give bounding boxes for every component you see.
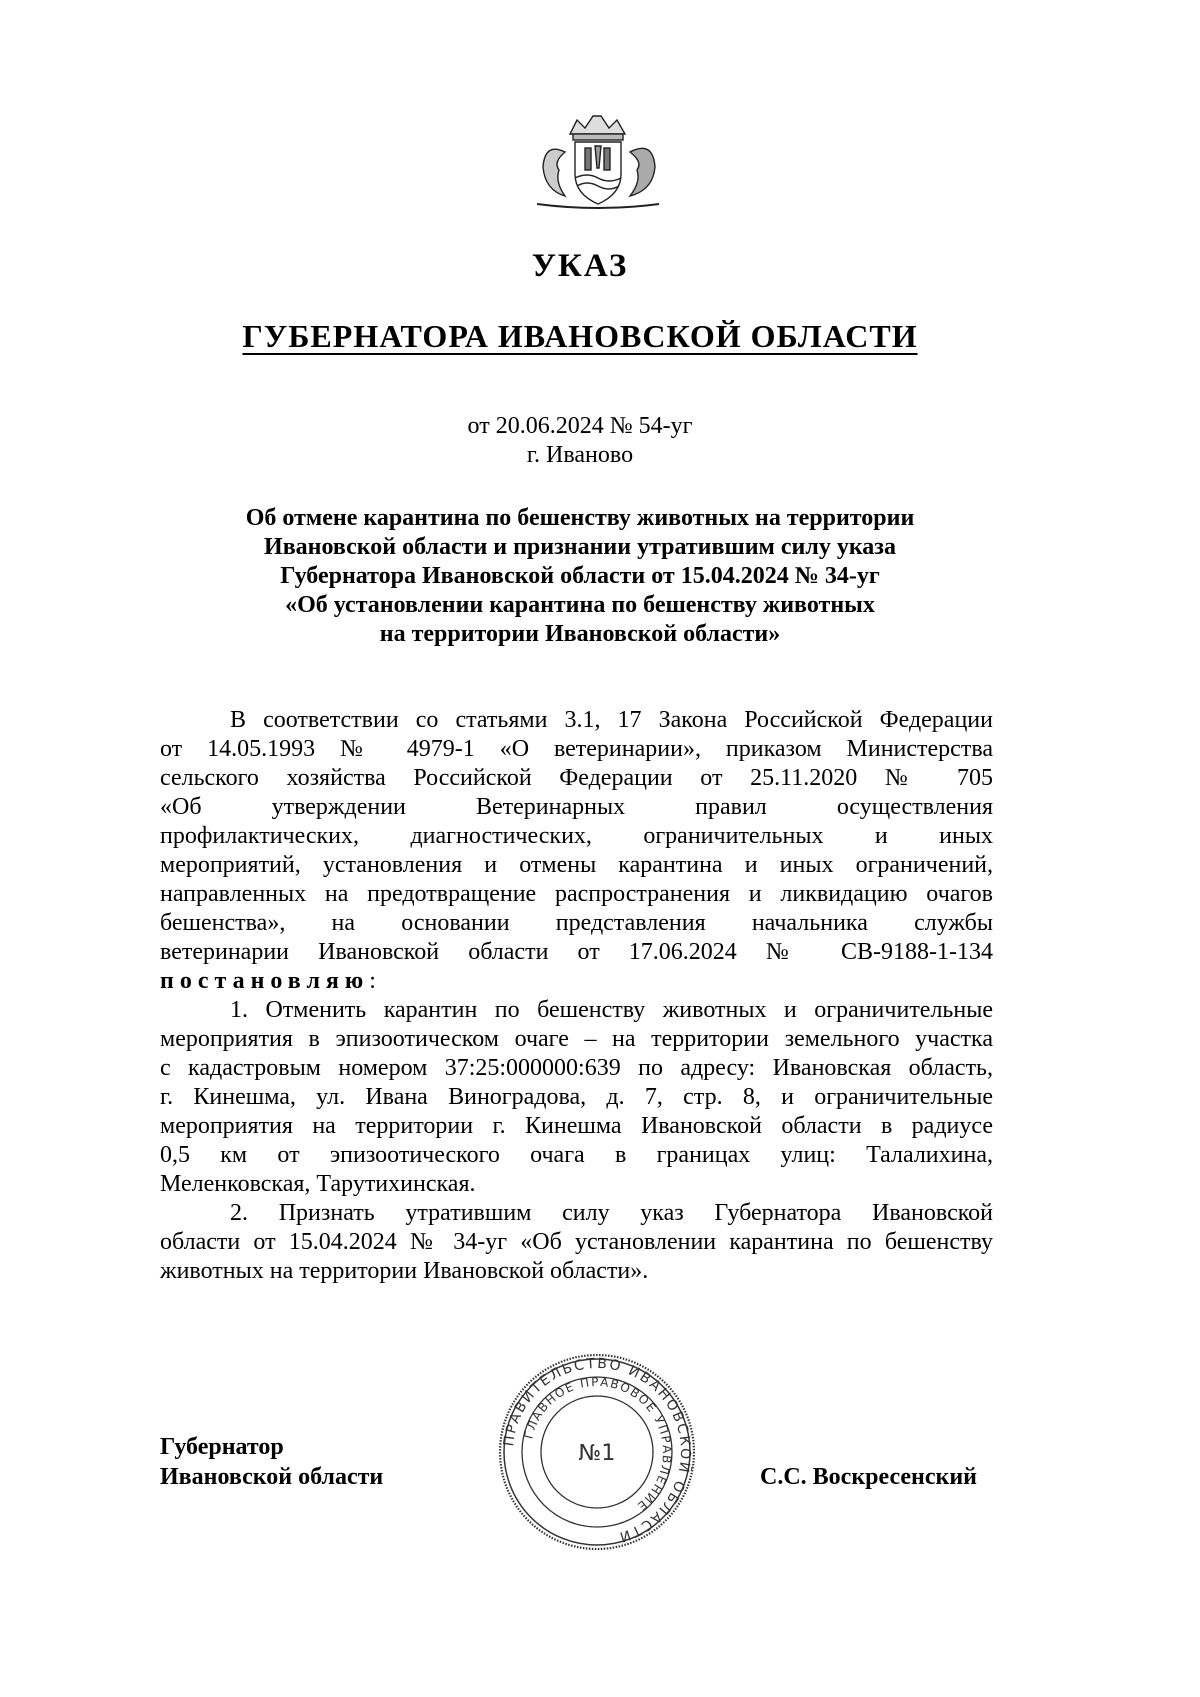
body-line: области от 15.04.2024 № 34-уг «Об установлении карантина по бешенству — [160, 1229, 993, 1255]
document-heading — [140, 504, 1020, 649]
stamp-outer-text: ПРАВИТЕЛЬСТВО ИВАНОВСКОЙ ОБЛАСТИ — [501, 1355, 694, 1546]
preamble-paragraph — [160, 706, 993, 996]
body-line: 0,5 км от эпизоотического очага в границах улиц: Талалихина, — [160, 1142, 993, 1168]
body-line: Меленковская, Тарутихинская. — [160, 1171, 476, 1197]
body-line: г. Кинешма, ул. Ивана Виноградова, д. 7, стр. 8, и ограничительные — [160, 1084, 993, 1110]
decree-colon: : — [369, 968, 376, 994]
body-line: направленных на предотвращение распространения и ликвидацию очагов — [160, 881, 993, 907]
document-date-number: от 20.06.2024 № 54-уг — [467, 413, 693, 439]
body-line: профилактических, диагностических, ограничительных и иных — [160, 823, 993, 849]
signatory-title-line: Ивановской области — [160, 1464, 384, 1490]
coat-of-arms-icon — [515, 112, 680, 212]
document-issuer: ГУБЕРНАТОРА ИВАНОВСКОЙ ОБЛАСТИ — [242, 318, 918, 354]
heading-line: Губернатора Ивановской области от 15.04.2024 № 34-уг — [280, 563, 880, 589]
heading-line: Об отмене карантина по бешенству животных на территории — [245, 505, 915, 531]
document-city: г. Иваново — [526, 442, 634, 468]
body-line: бешенства», на основании представления начальника службы — [160, 910, 993, 936]
document-body — [160, 706, 993, 1286]
body-line: с кадастровым номером 37:25:000000:639 по адресу: Ивановская область, — [160, 1055, 993, 1081]
body-line: от 14.05.1993 № 4979-1 «О ветеринарии», приказом Министерства — [160, 736, 993, 762]
item-1-paragraph — [160, 996, 993, 1199]
signatory-name: С.С. Воскресенский — [760, 1464, 978, 1490]
signatory-title — [160, 1432, 383, 1492]
body-line: мероприятия в эпизоотическом очаге – на территории земельного участка — [160, 1026, 993, 1052]
body-line: ветеринарии Ивановской области от 17.06.2024 № СВ-9188-1-134 — [160, 939, 993, 965]
official-stamp — [497, 1352, 697, 1552]
decree-line — [160, 967, 993, 996]
stamp-number: №1 — [578, 1441, 616, 1466]
decree-word: постановляю — [160, 968, 370, 994]
stamp-inner-text: ГЛАВНОЕ ПРАВОВОЕ УПРАВЛЕНИЕ — [521, 1374, 675, 1515]
body-line: мероприятий, установления и отмены карантина и иных ограничений, — [160, 852, 993, 878]
heading-line: «Об установлении карантина по бешенству животных — [285, 592, 875, 618]
body-line: «Об утверждении Ветеринарных правил осуществления — [160, 794, 993, 820]
body-line: мероприятия на территории г. Кинешма Ивановской области в радиусе — [160, 1113, 993, 1139]
heading-line: Ивановской области и признании утратившим силу указа — [264, 534, 896, 560]
body-line: животных на территории Ивановской области». — [160, 1258, 649, 1284]
body-line: В соответствии со статьями 3.1, 17 Закона Российской Федерации — [230, 707, 993, 733]
body-line: 2. Признать утратившим силу указ Губернатора Ивановской — [230, 1200, 993, 1226]
heading-line: на территории Ивановской области» — [379, 621, 781, 647]
body-line: 1. Отменить карантин по бешенству животных и ограничительные — [230, 997, 993, 1023]
signatory-title-line: Губернатор — [160, 1434, 284, 1460]
item-2-paragraph — [160, 1199, 993, 1286]
document-meta — [0, 412, 1160, 470]
body-line: сельского хозяйства Российской Федерации от 25.11.2020 № 705 — [160, 765, 993, 791]
document-title: УКАЗ — [531, 248, 629, 284]
